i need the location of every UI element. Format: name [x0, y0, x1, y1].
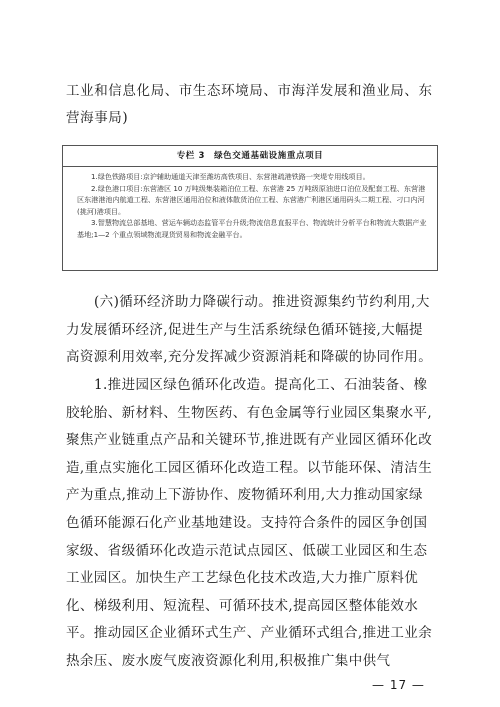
box-body	[63, 167, 437, 241]
page-number: — 17 —	[372, 678, 425, 692]
box-item: 3.智慧物流总部基地、营运车辆动态监管平台升级;物流信息直报平台、物流统计分析平台和物流大数据产业基地;1—2 个重点领域物流现货贸易和物流金融平台。	[77, 218, 427, 239]
paragraph-park-retrofit: 1.推进园区绿色循环化改造。提高化工、石油装备、橡胶轮胎、新材料、生物医药、有色金属等行业园区集聚水平,聚焦产业链重点产品和关键环节,推进既有产业园区循环化改造,重点实施化工园区循环化改造工程。以节能环保、清洁生产为重点,推动上下游协作、废物循环利用,大力推动国家绿色循环能源石化产业基地建设。支持符合条件的园区争创国家级、省级循环化改造示范试点园区、低碳工业园区和生态工业园区。加快生产工艺绿色化技术改造,大力推广原料优化、梯级利用、短流程、可循环技术,提高园区整体能效水平。推动园区企业循环式生产、产业循环式组合,推进工业余热余压、废水废气废液资源化利用,积极推广集中供气	[66, 377, 433, 669]
box-item: 1.绿色铁路项目:京沪辅助通道天津至潍坊高铁项目、东营港疏港铁路一突堤专用线项目。	[91, 172, 370, 181]
box-title: 专栏 3 绿色交通基础设施重点项目	[63, 146, 437, 167]
box-item: 2.绿色港口项目:东营港区 10 万吨级集装箱泊位工程、东营港 25 万吨级原油进口泊位及配套工程、东营港区东港港池内航道工程、东营港区通用泊位和液体散货泊位工程、东营港广利港区通用码头二期工程、刁口内河(挑河)港项目。	[77, 183, 426, 216]
project-box	[62, 145, 438, 271]
continuation-text: 工业和信息化局、市生态环境局、市海洋发展和渔业局、东营海事局)	[66, 83, 433, 126]
paragraph-circular-economy: (六)循环经济助力降碳行动。推进资源集约节约利用,大力发展循环经济,促进生产与生活系统绿色循环链接,大幅提高资源利用效率,充分发挥减少资源消耗和降碳的协同作用。	[66, 294, 433, 366]
